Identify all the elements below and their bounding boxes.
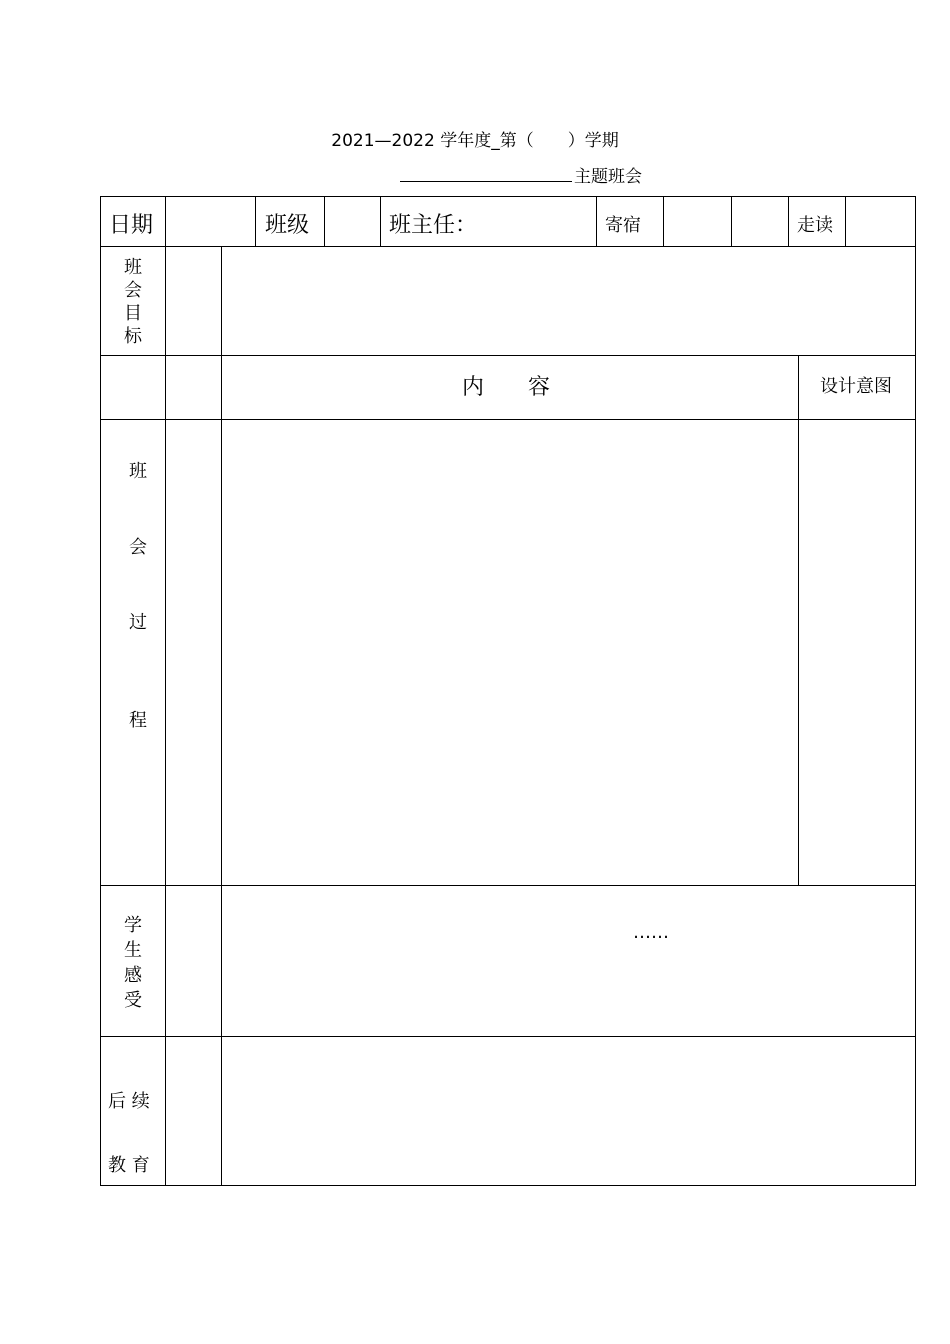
class-label-cell	[255, 196, 325, 247]
goal-label-cell	[100, 246, 166, 356]
theme-label: 主题班会	[574, 167, 642, 187]
document-title: 2021—2022 学年度_第（ ）学期	[331, 131, 619, 151]
goal-char: 班	[124, 257, 142, 278]
header-blank-cell	[100, 355, 166, 420]
goal-char: 目	[124, 303, 142, 324]
followup-sub-cell[interactable]	[165, 1036, 222, 1186]
header-sub-cell	[165, 355, 222, 420]
process-char: 程	[129, 710, 147, 731]
goal-char: 标	[124, 326, 142, 347]
day-label-cell	[788, 196, 846, 247]
teacher-label: 班主任：	[389, 213, 478, 238]
blank-cell[interactable]	[731, 196, 789, 247]
date-value-cell[interactable]	[165, 196, 256, 247]
goal-sub-cell[interactable]	[165, 246, 222, 356]
date-label-cell	[100, 196, 166, 247]
date-label: 日期	[109, 213, 154, 238]
process-content-cell[interactable]	[221, 419, 799, 886]
feeling-char: 学	[124, 915, 142, 936]
followup-line: 教 育	[108, 1155, 150, 1176]
boarding-label: 寄宿	[605, 215, 641, 236]
design-label: 设计意图	[820, 376, 892, 397]
process-label-cell	[100, 419, 166, 886]
followup-line: 后 续	[108, 1091, 150, 1112]
process-char: 会	[129, 537, 147, 558]
feeling-label-cell	[100, 885, 166, 1037]
day-label: 走读	[797, 215, 833, 236]
feeling-content-cell[interactable]	[221, 885, 916, 1037]
boarding-label-cell	[596, 196, 664, 247]
theme-blank[interactable]	[400, 167, 572, 182]
feeling-char: 生	[124, 940, 142, 961]
process-char: 班	[129, 461, 147, 482]
theme-line	[400, 162, 642, 187]
day-value-cell[interactable]	[845, 196, 916, 247]
feeling-sub-cell[interactable]	[165, 885, 222, 1037]
feeling-ellipsis: ……	[633, 922, 669, 943]
boarding-value-cell[interactable]	[663, 196, 732, 247]
feeling-char: 受	[124, 990, 142, 1011]
process-sub-cell[interactable]	[165, 419, 222, 886]
goal-content-cell[interactable]	[221, 246, 916, 356]
content-label: 内 容	[462, 375, 551, 400]
process-char: 过	[129, 612, 147, 633]
teacher-cell[interactable]	[380, 196, 597, 247]
class-label: 班级	[265, 213, 310, 238]
feeling-char: 感	[124, 965, 142, 986]
design-header-cell	[798, 355, 916, 420]
process-design-cell[interactable]	[798, 419, 916, 886]
followup-label-cell	[100, 1036, 166, 1186]
content-header-cell	[221, 355, 799, 420]
goal-char: 会	[124, 280, 142, 301]
class-value-cell[interactable]	[324, 196, 381, 247]
followup-content-cell[interactable]	[221, 1036, 916, 1186]
